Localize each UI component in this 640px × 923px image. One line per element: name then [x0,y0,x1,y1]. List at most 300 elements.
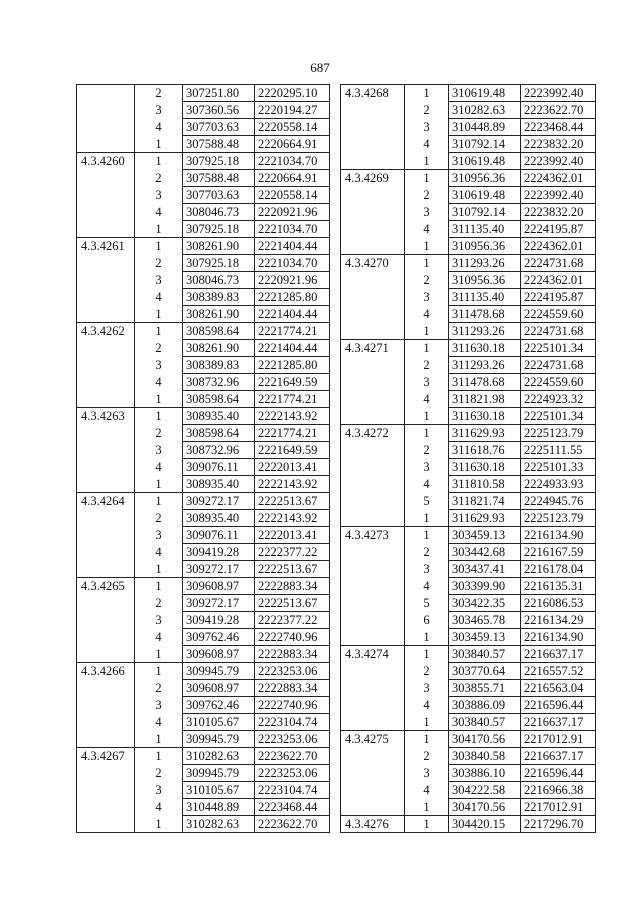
northing-cell: 2225101.34 [521,340,596,357]
northing-cell: 2222740.96 [255,697,330,714]
point-number-cell: 3 [405,119,449,136]
northing-cell: 2224731.68 [521,255,596,272]
table-row [341,442,596,459]
parcel-id-cell [341,289,405,306]
point-number-cell: 4 [135,204,183,221]
parcel-id-cell [77,799,135,816]
parcel-id-cell [341,544,405,561]
northing-cell: 2221034.70 [255,153,330,170]
parcel-id-cell: 4.3.4269 [341,170,405,187]
point-number-cell: 1 [135,323,183,340]
northing-cell: 2221034.70 [255,255,330,272]
parcel-id-cell [341,221,405,238]
table-row [341,578,596,595]
easting-cell: 311630.18 [449,340,521,357]
point-number-cell: 1 [135,578,183,595]
table-row [341,187,596,204]
point-number-cell: 1 [135,816,183,833]
parcel-id-cell [341,697,405,714]
easting-cell: 309272.17 [183,595,255,612]
table-row [341,697,596,714]
point-number-cell: 1 [135,306,183,323]
parcel-id-cell [341,102,405,119]
easting-cell: 308598.64 [183,323,255,340]
easting-cell: 310282.63 [183,816,255,833]
northing-cell: 2224362.01 [521,170,596,187]
northing-cell: 2224362.01 [521,272,596,289]
point-number-cell: 1 [405,85,449,102]
parcel-id-cell [77,119,135,136]
point-number-cell: 2 [405,663,449,680]
point-number-cell: 1 [405,170,449,187]
point-number-cell: 3 [135,782,183,799]
northing-cell: 2222883.34 [255,646,330,663]
northing-cell: 2223832.20 [521,136,596,153]
point-number-cell: 1 [405,153,449,170]
northing-cell: 2225101.33 [521,459,596,476]
point-number-cell: 2 [135,170,183,187]
northing-cell: 2222740.96 [255,629,330,646]
parcel-id-cell [341,136,405,153]
northing-cell: 2216086.53 [521,595,596,612]
northing-cell: 2221404.44 [255,340,330,357]
parcel-id-cell [77,476,135,493]
table-row [341,272,596,289]
table-row [77,697,330,714]
table-row [77,561,330,578]
point-number-cell: 4 [135,289,183,306]
easting-cell: 310105.67 [183,782,255,799]
table-row [341,765,596,782]
easting-cell: 308389.83 [183,357,255,374]
parcel-id-cell [341,357,405,374]
easting-cell: 303840.57 [449,714,521,731]
northing-cell: 2217012.91 [521,731,596,748]
northing-cell: 2221774.21 [255,425,330,442]
northing-cell: 2216178.04 [521,561,596,578]
easting-cell: 309272.17 [183,493,255,510]
table-row [77,680,330,697]
parcel-id-cell [77,561,135,578]
northing-cell: 2222513.67 [255,493,330,510]
table-row [341,544,596,561]
table-row [77,510,330,527]
easting-cell: 307925.18 [183,221,255,238]
point-number-cell: 1 [135,493,183,510]
parcel-id-cell [341,578,405,595]
easting-cell: 308935.40 [183,510,255,527]
parcel-id-cell [77,221,135,238]
point-number-cell: 2 [405,544,449,561]
northing-cell: 2224923.32 [521,391,596,408]
northing-cell: 2216637.17 [521,714,596,731]
parcel-id-cell: 4.3.4272 [341,425,405,442]
easting-cell: 307360.56 [183,102,255,119]
parcel-id-cell [341,595,405,612]
parcel-id-cell [77,612,135,629]
easting-cell: 309945.79 [183,731,255,748]
parcel-id-cell [77,102,135,119]
table-row [341,136,596,153]
parcel-id-cell [77,187,135,204]
table-row [77,493,330,510]
northing-cell: 2221774.21 [255,323,330,340]
easting-cell: 311478.68 [449,374,521,391]
parcel-id-cell [341,442,405,459]
point-number-cell: 1 [135,646,183,663]
table-row [341,408,596,425]
northing-cell: 2221774.21 [255,391,330,408]
point-number-cell: 4 [135,799,183,816]
northing-cell: 2220558.14 [255,119,330,136]
parcel-id-cell [77,357,135,374]
northing-cell: 2223992.40 [521,153,596,170]
parcel-id-cell [77,595,135,612]
table-row [77,374,330,391]
table-row [77,323,330,340]
parcel-id-cell [341,663,405,680]
easting-cell: 308261.90 [183,238,255,255]
easting-cell: 303886.09 [449,697,521,714]
page-number: 687 [310,60,330,75]
parcel-id-cell [341,510,405,527]
table-row [77,408,330,425]
point-number-cell: 3 [405,680,449,697]
northing-cell: 2216637.17 [521,646,596,663]
table-row [341,646,596,663]
point-number-cell: 3 [135,442,183,459]
table-row [341,510,596,527]
point-number-cell: 2 [405,187,449,204]
parcel-id-cell [341,680,405,697]
point-number-cell: 1 [405,425,449,442]
easting-cell: 303465.78 [449,612,521,629]
parcel-id-cell [341,204,405,221]
easting-cell: 303855.71 [449,680,521,697]
northing-cell: 2222377.22 [255,612,330,629]
point-number-cell: 2 [135,510,183,527]
table-row [341,391,596,408]
table-row [77,544,330,561]
table-row [77,629,330,646]
northing-cell: 2224933.93 [521,476,596,493]
easting-cell: 311293.26 [449,323,521,340]
point-number-cell: 3 [135,272,183,289]
northing-cell: 2223468.44 [521,119,596,136]
point-number-cell: 4 [405,221,449,238]
point-number-cell: 5 [405,493,449,510]
point-number-cell: 1 [135,238,183,255]
northing-cell: 2223622.70 [255,748,330,765]
table-row [77,255,330,272]
parcel-id-cell [341,765,405,782]
point-number-cell: 1 [405,323,449,340]
table-row [77,187,330,204]
northing-cell: 2220558.14 [255,187,330,204]
point-number-cell: 4 [135,119,183,136]
point-number-cell: 2 [405,748,449,765]
point-number-cell: 1 [135,663,183,680]
point-number-cell: 1 [135,561,183,578]
point-number-cell: 3 [405,289,449,306]
parcel-id-cell: 4.3.4266 [77,663,135,680]
parcel-id-cell [341,459,405,476]
point-number-cell: 3 [405,459,449,476]
parcel-id-cell [77,306,135,323]
parcel-id-cell [341,119,405,136]
parcel-id-cell [77,459,135,476]
table-row [77,289,330,306]
parcel-id-cell [77,425,135,442]
northing-cell: 2221404.44 [255,306,330,323]
easting-cell: 310792.14 [449,136,521,153]
easting-cell: 307925.18 [183,153,255,170]
easting-cell: 308935.40 [183,476,255,493]
parcel-id-cell [77,731,135,748]
table-row [341,629,596,646]
northing-cell: 2216637.17 [521,748,596,765]
point-number-cell: 6 [405,612,449,629]
easting-cell: 303459.13 [449,527,521,544]
table-row [341,816,596,833]
easting-cell: 303442.68 [449,544,521,561]
coordinate-table-left [76,84,330,833]
parcel-id-cell [341,714,405,731]
northing-cell: 2223992.40 [521,187,596,204]
easting-cell: 308732.96 [183,442,255,459]
point-number-cell: 2 [135,340,183,357]
table-row [77,748,330,765]
easting-cell: 309608.97 [183,680,255,697]
northing-cell: 2223253.06 [255,765,330,782]
point-number-cell: 1 [405,816,449,833]
parcel-id-cell [341,374,405,391]
table-row [77,238,330,255]
northing-cell: 2221649.59 [255,374,330,391]
easting-cell: 311135.40 [449,221,521,238]
point-number-cell: 1 [405,238,449,255]
easting-cell: 309762.46 [183,697,255,714]
easting-cell: 309076.11 [183,459,255,476]
table-row [341,595,596,612]
parcel-id-cell [77,527,135,544]
point-number-cell: 3 [405,765,449,782]
easting-cell: 308598.64 [183,391,255,408]
coordinate-table-right [340,84,596,833]
parcel-id-cell [77,442,135,459]
easting-cell: 310956.36 [449,170,521,187]
easting-cell: 310956.36 [449,238,521,255]
easting-cell: 304170.56 [449,731,521,748]
point-number-cell: 4 [135,374,183,391]
easting-cell: 308046.73 [183,204,255,221]
table-row [77,612,330,629]
table-row [77,799,330,816]
table-row [77,782,330,799]
easting-cell: 310282.63 [449,102,521,119]
table-row [77,119,330,136]
parcel-id-cell [77,680,135,697]
parcel-id-cell [77,272,135,289]
northing-cell: 2216596.44 [521,765,596,782]
easting-cell: 309608.97 [183,578,255,595]
easting-cell: 311293.26 [449,357,521,374]
table-row [77,272,330,289]
parcel-id-cell [341,782,405,799]
point-number-cell: 1 [405,714,449,731]
table-row [341,238,596,255]
northing-cell: 2216167.59 [521,544,596,561]
table-row [77,102,330,119]
table-row [77,663,330,680]
northing-cell: 2224731.68 [521,357,596,374]
parcel-id-cell: 4.3.4264 [77,493,135,510]
parcel-id-cell [77,697,135,714]
northing-cell: 2224195.87 [521,221,596,238]
northing-cell: 2216135.31 [521,578,596,595]
table-row [77,527,330,544]
parcel-id-cell: 4.3.4276 [341,816,405,833]
easting-cell: 311821.98 [449,391,521,408]
easting-cell: 307703.63 [183,187,255,204]
easting-cell: 303840.57 [449,646,521,663]
easting-cell: 309419.28 [183,544,255,561]
table-row [77,391,330,408]
northing-cell: 2222513.67 [255,595,330,612]
parcel-id-cell [341,748,405,765]
point-number-cell: 2 [135,255,183,272]
point-number-cell: 4 [405,782,449,799]
table-row [77,306,330,323]
northing-cell: 2220921.96 [255,272,330,289]
easting-cell: 309272.17 [183,561,255,578]
northing-cell: 2222013.41 [255,527,330,544]
northing-cell: 2225123.79 [521,425,596,442]
northing-cell: 2216966.38 [521,782,596,799]
parcel-id-cell [77,510,135,527]
point-number-cell: 3 [405,561,449,578]
easting-cell: 308261.90 [183,306,255,323]
easting-cell: 310792.14 [449,204,521,221]
point-number-cell: 1 [135,391,183,408]
easting-cell: 303770.64 [449,663,521,680]
northing-cell: 2225111.55 [521,442,596,459]
easting-cell: 309762.46 [183,629,255,646]
easting-cell: 307251.80 [183,85,255,102]
northing-cell: 2222143.92 [255,476,330,493]
parcel-id-cell [77,136,135,153]
parcel-id-cell [341,612,405,629]
parcel-id-cell [341,799,405,816]
point-number-cell: 3 [135,612,183,629]
northing-cell: 2223104.74 [255,714,330,731]
point-number-cell: 3 [405,374,449,391]
parcel-id-cell [341,153,405,170]
easting-cell: 311630.18 [449,408,521,425]
point-number-cell: 2 [405,102,449,119]
easting-cell: 309608.97 [183,646,255,663]
table-row [77,731,330,748]
northing-cell: 2220921.96 [255,204,330,221]
point-number-cell: 4 [405,476,449,493]
table-row [77,357,330,374]
parcel-id-cell [77,629,135,646]
point-number-cell: 2 [405,272,449,289]
northing-cell: 2224559.60 [521,374,596,391]
parcel-id-cell [77,544,135,561]
northing-cell: 2223253.06 [255,731,330,748]
table-row [77,646,330,663]
parcel-id-cell: 4.3.4265 [77,578,135,595]
table-row [341,561,596,578]
table-row [341,663,596,680]
table-row [341,374,596,391]
table-row [341,425,596,442]
parcel-id-cell: 4.3.4270 [341,255,405,272]
point-number-cell: 1 [405,255,449,272]
northing-cell: 2224731.68 [521,323,596,340]
easting-cell: 308935.40 [183,408,255,425]
parcel-id-cell [77,204,135,221]
parcel-id-cell [77,340,135,357]
northing-cell: 2223622.70 [521,102,596,119]
parcel-id-cell: 4.3.4273 [341,527,405,544]
point-number-cell: 1 [405,629,449,646]
table-row [77,595,330,612]
northing-cell: 2222143.92 [255,510,330,527]
northing-cell: 2222377.22 [255,544,330,561]
easting-cell: 308261.90 [183,340,255,357]
table-row [341,102,596,119]
easting-cell: 303840.58 [449,748,521,765]
easting-cell: 308389.83 [183,289,255,306]
point-number-cell: 1 [405,408,449,425]
table-row [77,153,330,170]
table-row [77,476,330,493]
northing-cell: 2217296.70 [521,816,596,833]
northing-cell: 2220295.10 [255,85,330,102]
point-number-cell: 1 [405,731,449,748]
point-number-cell: 4 [135,544,183,561]
table-row [341,799,596,816]
northing-cell: 2216134.90 [521,629,596,646]
table-row [341,204,596,221]
table-row [341,357,596,374]
easting-cell: 311630.18 [449,459,521,476]
easting-cell: 308046.73 [183,272,255,289]
point-number-cell: 4 [405,391,449,408]
easting-cell: 310448.89 [449,119,521,136]
northing-cell: 2220664.91 [255,170,330,187]
easting-cell: 303437.41 [449,561,521,578]
northing-cell: 2221285.80 [255,289,330,306]
parcel-id-cell [341,306,405,323]
northing-cell: 2221034.70 [255,221,330,238]
parcel-id-cell: 4.3.4271 [341,340,405,357]
easting-cell: 304222.58 [449,782,521,799]
northing-cell: 2216134.29 [521,612,596,629]
point-number-cell: 1 [405,510,449,527]
table-row [341,459,596,476]
northing-cell: 2216596.44 [521,697,596,714]
easting-cell: 310448.89 [183,799,255,816]
parcel-id-cell [341,187,405,204]
northing-cell: 2224945.76 [521,493,596,510]
point-number-cell: 1 [405,340,449,357]
table-row [341,153,596,170]
table-row [77,816,330,833]
point-number-cell: 1 [405,646,449,663]
